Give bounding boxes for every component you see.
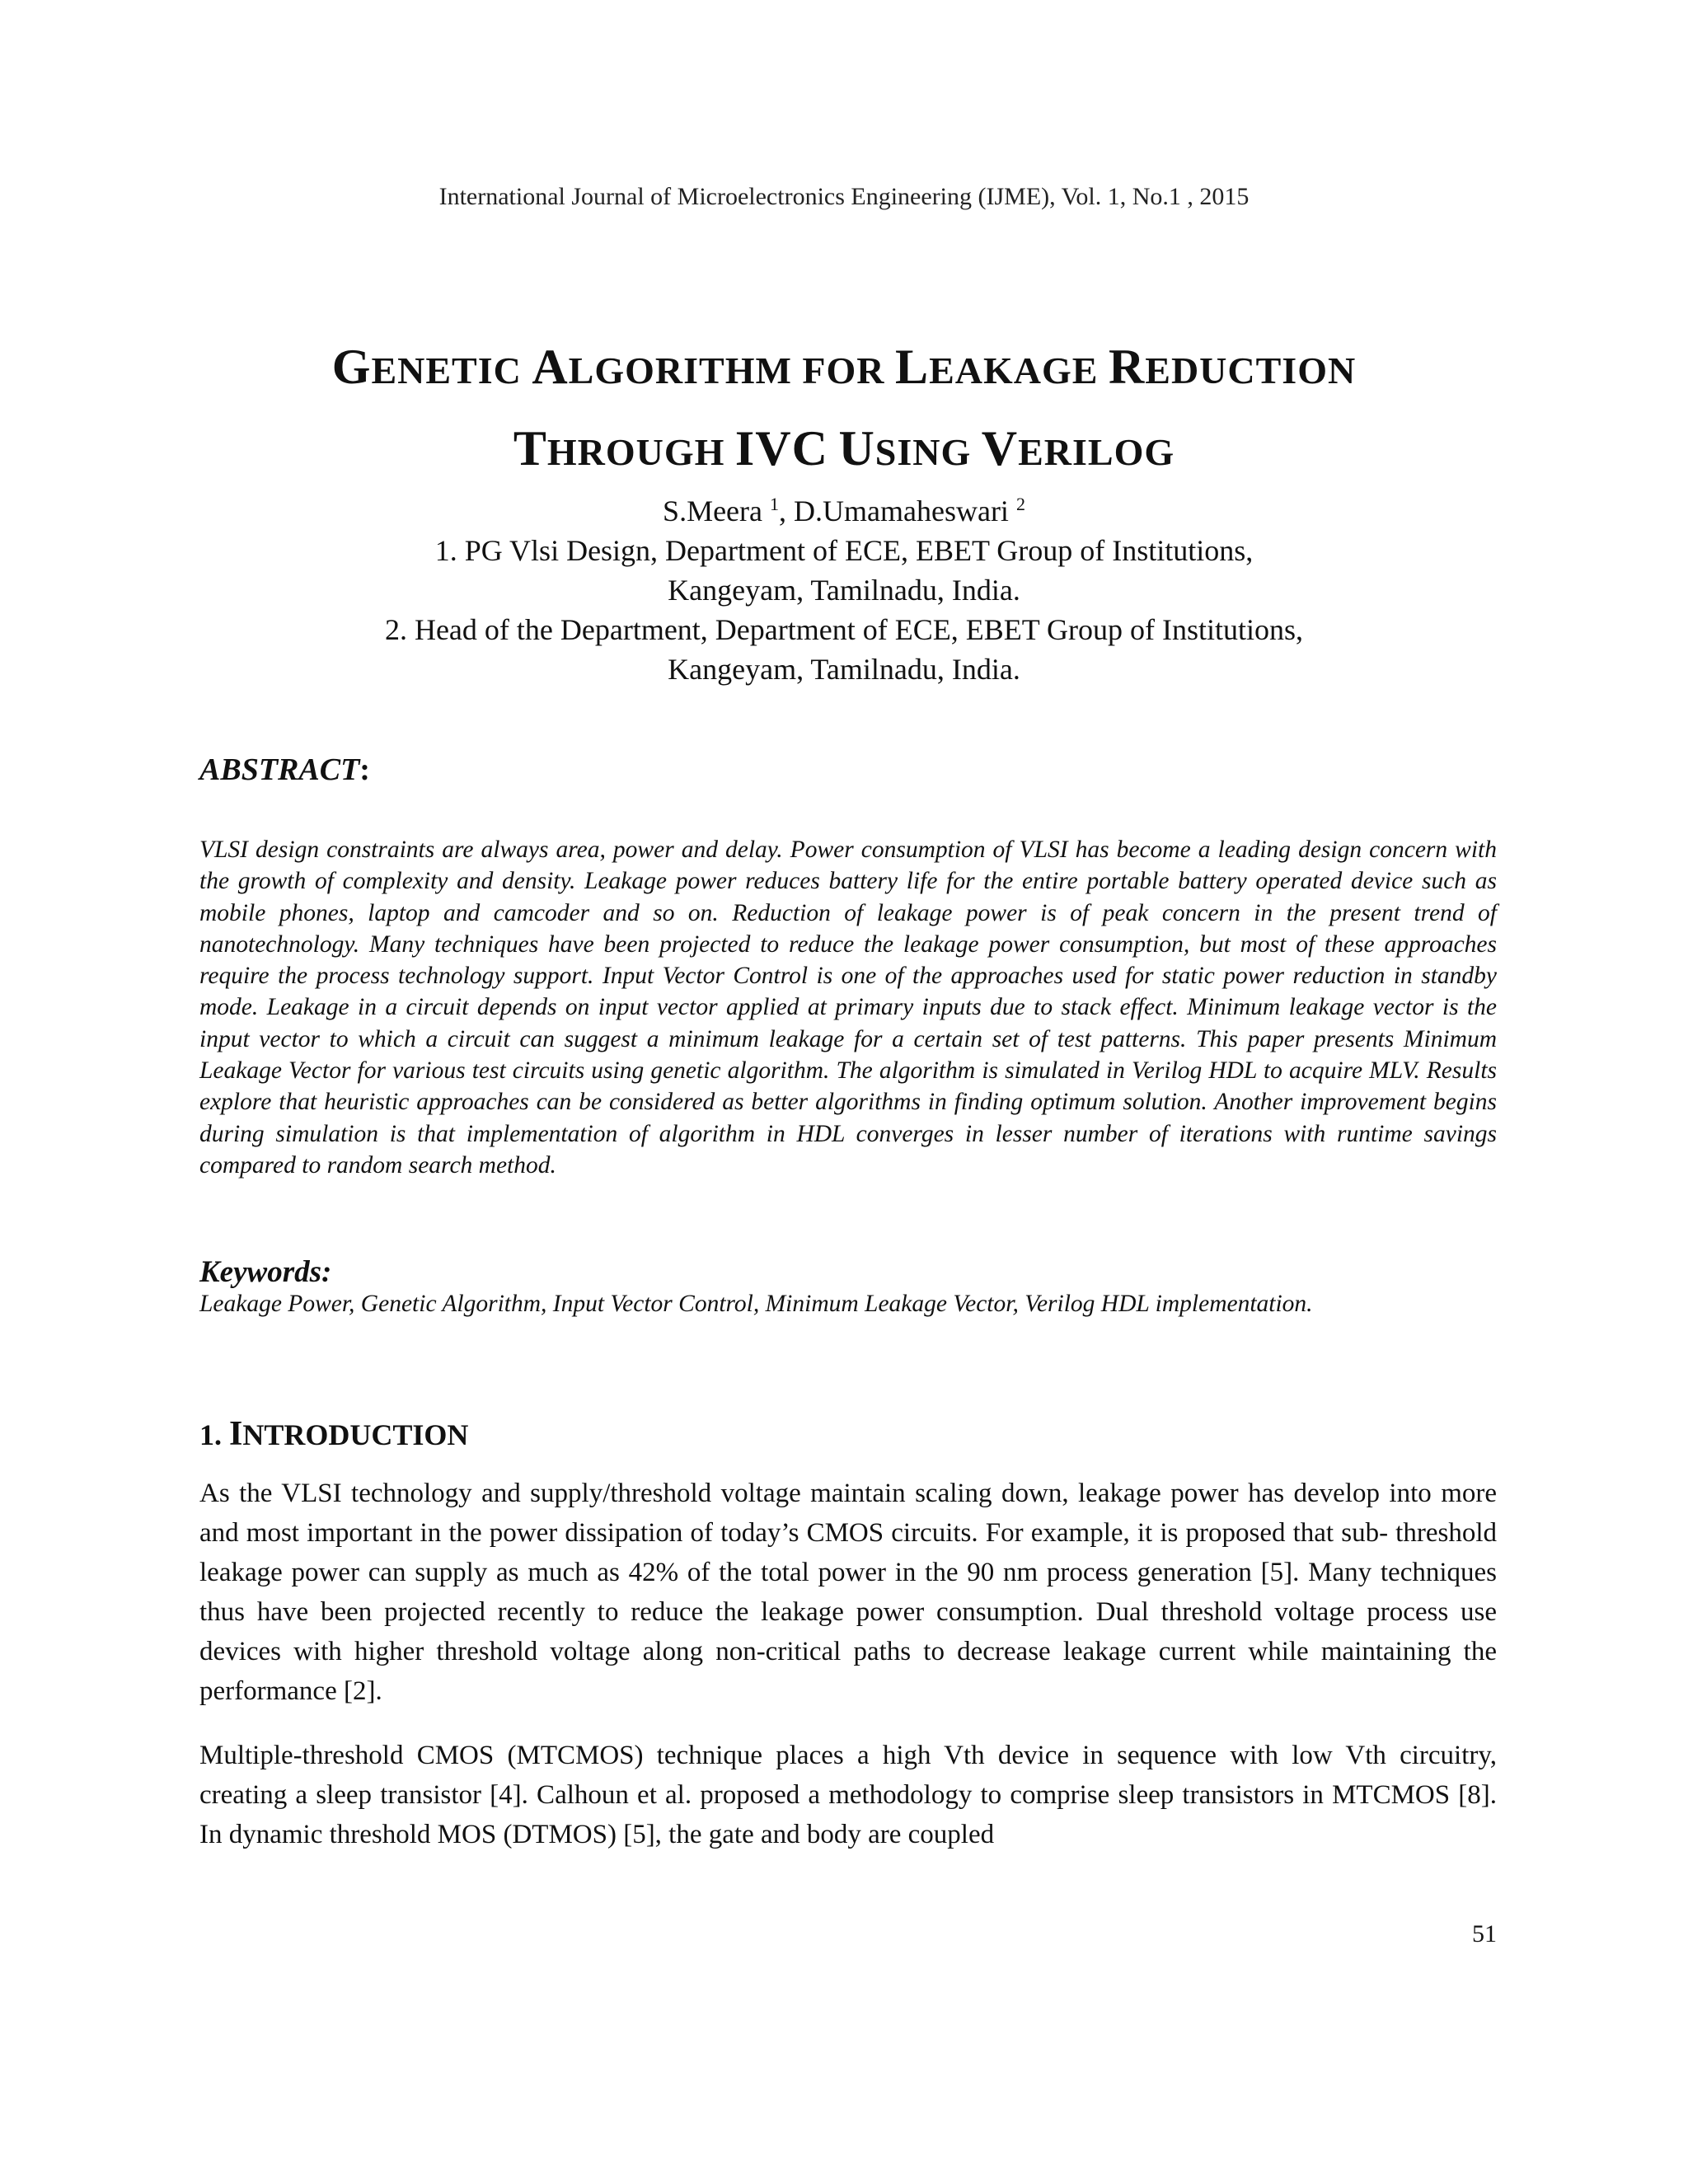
title-word-initial: L [895, 340, 930, 394]
affiliation-line: Kangeyam, Tamilnadu, India. [668, 574, 1020, 607]
author-line [0, 491, 1688, 531]
section-heading-introduction [199, 1414, 468, 1454]
title-word-rest: ERILOG [1018, 431, 1175, 473]
title-word-initial: V [981, 421, 1019, 476]
title-word-rest: FOR [802, 349, 896, 391]
title-word-initial: R [1108, 340, 1146, 394]
title-word-rest: SING [874, 431, 982, 473]
title-word-initial: U [838, 421, 875, 476]
title-word-rest [828, 431, 839, 473]
abstract-body: VLSI design constraints are always area, power and delay. Power consumption of VLSI has become a leading design concern with the growth of complexity and density. Leakage power reduces battery life for the entire portable battery operated device such as mobile phones, laptop and camcoder and so on. Reduction of leakage power is of peak concern in the present trend of nanotechnology. Many techniques have been projected to reduce the leakage power consumption, but most of these approaches require the process technology support. Input Vector Control is one of the approaches used for static power reduction in standby mode. Leakage in a circuit depends on input vector applied at primary inputs due to stack effect. Minimum leakage vector is the input vector to which a circuit can suggest a minimum leakage for a certain set of test patterns. This paper presents Minimum Leakage Vector for various test circuits using genetic algorithm. The algorithm is simulated in Verilog HDL to acquire MLV. Results explore that heuristic approaches can be considered as better algorithms in finding optimum solution. Another improvement begins during simulation is that implementation of algorithm in HDL converges in lesser number of iterations with runtime savings compared to random search method. [199, 837, 1497, 1179]
author-1: S.Meera [663, 494, 763, 527]
title-word-rest: EDUCTION [1145, 349, 1357, 391]
affiliation-line: Kangeyam, Tamilnadu, India. [668, 653, 1020, 686]
paper-title [0, 328, 1688, 491]
title-word-initial: IVC [734, 421, 828, 476]
affiliation-line: 1. PG Vlsi Design, Department of ECE, EBET Group of Institutions, [434, 534, 1254, 567]
title-word-rest: HROUGH [546, 431, 735, 473]
title-word-rest: ENETIC [371, 349, 532, 391]
keywords-list: Leakage Power, Genetic Algorithm, Input Vector Control, Minimum Leakage Vector, Verilog HDL implementation. [199, 1291, 1313, 1317]
body-paragraph: Multiple-threshold CMOS (MTCMOS) technique places a high Vth device in sequence with low Vth circuitry, creating a sleep transistor [4]. Calhoun et al. proposed a methodology to comprise sleep transistors in MTCMOS [8]. In dynamic threshold MOS (DTMOS) [5], the gate and body are coupled [199, 1741, 1497, 1849]
title-word-initial: T [513, 421, 547, 476]
author-2-affil-mark: 2 [1015, 494, 1025, 514]
title-word-rest: LGORITHM [568, 349, 803, 391]
title-line-1 [0, 328, 1688, 410]
section-title-rest: NTRODUCTION [242, 1418, 469, 1451]
author-block [0, 491, 1688, 689]
section-number: 1. [199, 1418, 229, 1451]
section-title-initial: I [229, 1415, 243, 1453]
body-paragraph: As the VLSI technology and supply/threshold voltage maintain scaling down, leakage power has develop into more and most important in the power dissipation of today’s CMOS circuits. For example, it is proposed that sub- threshold leakage power can supply as much as 42% of the total power in the 90 nm process generation [5]. Many techniques thus have been projected recently to reduce the leakage power consumption. Dual threshold voltage process use devices with higher threshold voltage along non-critical paths to decrease leakage current while maintaining the performance [2]. [199, 1479, 1497, 1706]
affiliation-line: 2. Head of the Department, Department of ECE, EBET Group of Institutions, [384, 613, 1304, 646]
abstract-heading-text: ABSTRACT [199, 752, 360, 787]
title-word-initial: G [331, 340, 372, 394]
title-line-2 [0, 410, 1688, 491]
title-word-initial: A [532, 340, 569, 394]
author-separator: , [779, 494, 795, 527]
abstract-heading [199, 752, 370, 788]
journal-header: International Journal of Microelectronics Engineering (IJME), Vol. 1, No.1 , 2015 [438, 183, 1250, 210]
title-word-rest: EAKAGE [929, 349, 1109, 391]
keywords-heading: Keywords: [199, 1255, 332, 1289]
page-number: 51 [1472, 1920, 1497, 1947]
abstract-heading-colon: : [359, 752, 370, 787]
author-1-affil-mark: 1 [770, 494, 780, 514]
author-2: D.Umamaheswari [794, 494, 1009, 527]
